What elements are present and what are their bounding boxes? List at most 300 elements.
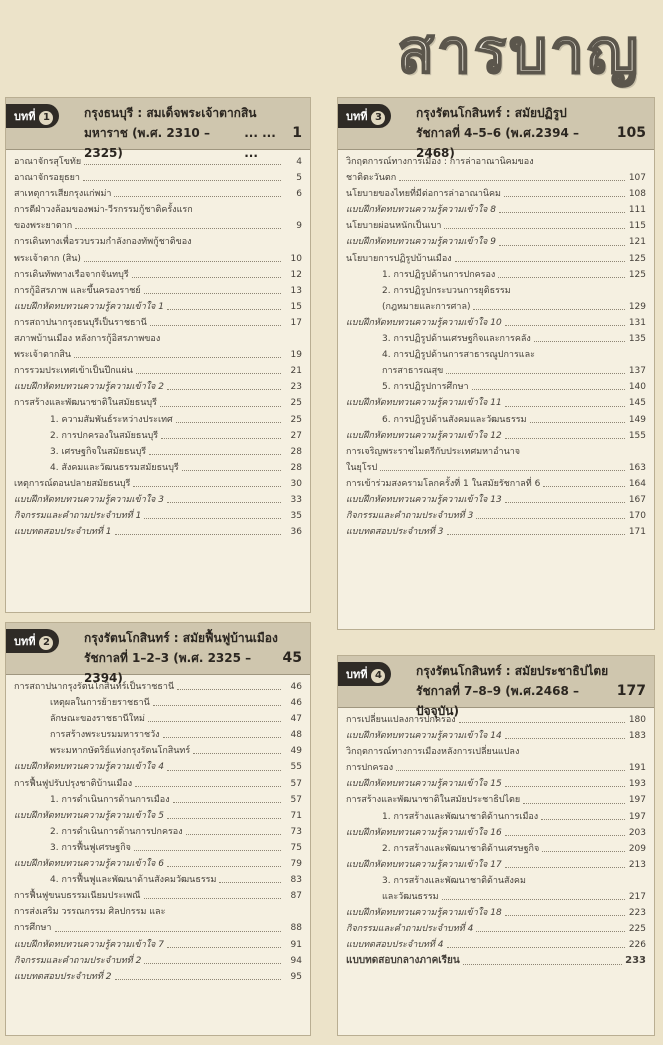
dot-leader [134,850,281,851]
toc-entry [14,872,302,888]
toc-entry-page: 30 [290,478,302,489]
toc-entry-page: 12 [290,269,302,280]
toc-entry [346,363,646,379]
chapter-title: กรุงรัตนโกสินทร์ : สมัยฟื้นฟูบ้านเมือง รัชกาลที่ 1–2–3 (พ.ศ. 2325 –2394) 45 [84,628,302,688]
toc-entry [14,920,302,936]
toc-entry-page: 191 [628,763,646,774]
toc-entry-label: การฟื้นฟูปรับปรุงชาติบ้านเมือง [14,778,133,789]
toc-entry-page: 121 [628,237,646,248]
toc-entry-page: 183 [628,731,646,742]
toc-entry-page: 115 [628,221,646,232]
chapter-4-header [338,656,654,718]
toc-entry-page: 13 [290,285,302,296]
toc-entry [14,251,302,267]
toc-entry [14,363,302,379]
dot-leader [135,786,281,787]
toc-entry-page: 226 [628,940,646,951]
toc-entry-label: การเดินทัพทางเรือจากจันทบุรี [14,269,129,280]
toc-entry-label: 4. การฟื้นฟูและพัฒนาด้านสังคมวัฒนธรรม [50,875,217,886]
toc-entry-label: แบบฝึกหัดทบทวนความรู้ความเข้าใจ 18 [346,908,502,919]
toc-entry-label: 2. การสร้างและพัฒนาชาติด้านเศรษฐกิจ [382,843,540,854]
toc-entry-label: นโยบายการปฏิรูปบ้านเมือง [346,253,452,264]
dot-leader [459,722,625,723]
toc-entry-label: แบบฝึกหัดทบทวนความรู้ความเข้าใจ 13 [346,494,502,505]
toc-entry [14,460,302,476]
toc-entry-page: 28 [290,462,302,473]
toc-entry-label: (กฎหมายและการศาล) [382,301,471,312]
toc-entry-label: การสาธารณสุข [382,366,444,377]
toc-entry [346,728,646,744]
toc-entry-label: เหตุผลในการย้ายราชธานี [50,698,150,709]
dot-leader [144,518,281,519]
toc-entry-label: ลักษณะของราชธานีใหม่ [50,714,145,725]
toc-entry [14,824,302,840]
toc-entry-label: วิกฤตการณ์ทางการเมืองหลังการเปลี่ยนแปลง [346,747,520,758]
toc-entry-label: วิกฤตการณ์ทางการเมือง : การล่าอาณานิคมของ [346,157,534,167]
toc-entry [14,904,302,920]
dot-leader [447,947,626,948]
toc-entry-page: 49 [290,746,302,757]
dot-leader [505,325,625,326]
toc-entry-page: 131 [628,317,646,328]
toc-entry-page: 140 [628,382,646,393]
toc-entry-label: แบบฝึกหัดทบทวนความรู้ความเข้าใจ 15 [346,779,502,790]
toc-entry-label: แบบทดสอบกลางภาคเรียน [346,955,460,967]
toc-entry-label: การเดินทางเพื่อรวบรวมกำลังกองทัพกู้ชาติของ [14,237,192,248]
toc-entry-label: แบบฝึกหัดทบทวนความรู้ความเข้าใจ 12 [346,430,502,441]
toc-entry-label: 2. การดำเนินการด้านการปกครอง [50,826,183,837]
toc-entry [346,809,646,825]
dot-leader [530,422,625,423]
toc-entry-page: 209 [628,843,646,854]
toc-entry [14,186,302,202]
toc-entry [14,840,302,856]
dot-leader [505,738,625,739]
toc-entry [14,412,302,428]
toc-entry-page: 170 [628,511,646,522]
chapter-1-section [5,97,311,613]
toc-entry-page: 46 [290,682,302,692]
dot-leader [193,753,281,754]
dot-leader [173,802,281,803]
toc-entry-label: การเจริญพระราชไมตรีกับประเทศมหาอำนาจ [346,446,521,457]
toc-entry [14,711,302,727]
dot-leader [144,293,281,294]
dot-leader [505,835,625,836]
toc-entry [346,460,646,476]
dot-leader [75,228,281,229]
dot-leader [167,770,281,771]
toc-entry-label: การตีฝ่าวงล้อมของพม่า-วีรกรรมกู้ชาติครั้งแรก [14,205,193,216]
chapter-2-header [6,623,310,685]
toc-entry-label: 5. การปฏิรูปการศึกษา [382,382,469,393]
toc-entry-label: 3. การสร้างและพัฒนาชาติด้านสังคม [382,875,526,886]
toc-entry [14,953,302,969]
dot-leader [476,931,625,932]
toc-entry [14,267,302,283]
toc-entry-page: 6 [296,189,302,200]
toc-entry-label: แบบฝึกหัดทบทวนความรู้ความเข้าใจ 9 [346,237,497,248]
toc-entry-page: 87 [290,891,302,902]
toc-entry [14,283,302,299]
toc-entry [346,873,646,889]
dot-leader [144,963,281,964]
toc-entry-label: การสร้างและพัฒนาชาติในสมัยธนบุรี [14,398,157,409]
toc-entry [346,760,646,776]
entry-list [6,150,310,544]
toc-entry-label: ชาติตะวันตก [346,173,397,184]
toc-entry [14,347,302,363]
toc-entry [14,428,302,444]
toc-entry-page: 145 [628,398,646,409]
toc-entry-label: การรวมประเทศเข้าเป็นปึกแผ่น [14,366,133,377]
dot-leader [144,898,281,899]
toc-entry [14,315,302,331]
toc-entry-label: และวัฒนธรรม [382,892,439,903]
toc-entry-label: นโยบายของไทยที่มีต่อการล่าอาณานิคม [346,189,501,200]
toc-entry [346,428,646,444]
dot-leader [505,786,625,787]
toc-entry-page: 125 [628,253,646,264]
dot-leader [498,277,625,278]
dot-leader [534,341,625,342]
toc-entry [14,776,302,792]
toc-entry [14,969,302,985]
dot-leader [543,486,625,487]
toc-entry [346,347,646,363]
toc-entry-label: แบบฝึกหัดทบทวนความรู้ความเข้าใจ 14 [346,731,502,742]
toc-entry-label: แบบทดสอบประจำบทที่ 2 [14,971,112,982]
toc-entry-page: 135 [628,334,646,345]
toc-entry-page: 15 [290,301,302,312]
toc-entry-page: 28 [290,446,302,457]
toc-entry [346,889,646,905]
toc-entry-page: 57 [290,794,302,805]
dot-leader [186,834,281,835]
toc-entry-page: 27 [290,430,302,441]
dot-leader [444,228,625,229]
toc-entry [346,476,646,492]
dot-leader [136,373,281,374]
dot-leader [163,737,281,738]
toc-entry-label: แบบฝึกหัดทบทวนความรู้ความเข้าใจ 4 [14,762,165,773]
toc-entry-label: 3. การปฏิรูปด้านเศรษฐกิจและการคลัง [382,334,531,345]
toc-entry-page: 164 [628,478,646,489]
toc-entry [14,792,302,808]
toc-entry-label: แบบฝึกหัดทบทวนความรู้ความเข้าใจ 11 [346,398,502,409]
toc-entry [14,234,302,250]
toc-entry [14,759,302,775]
toc-entry-label: แบบฝึกหัดทบทวนความรู้ความเข้าใจ 17 [346,859,502,870]
dot-leader [472,389,625,390]
toc-entry-page: 21 [290,366,302,377]
dot-leader [505,915,625,916]
toc-entry-label: แบบฝึกหัดทบทวนความรู้ความเข้าใจ 5 [14,810,165,821]
dot-leader [132,277,281,278]
toc-entry-page: 19 [290,350,302,361]
toc-entry-page: 33 [290,494,302,505]
toc-entry [346,953,646,969]
chapter-title: กรุงรัตนโกสินทร์ : สมัยประชาธิปไตย รัชกาลที่ 7–8–9 (พ.ศ.2468 –ปัจจุบัน) 177 [416,661,646,721]
dot-leader [499,212,625,213]
toc-entry-label: แบบฝึกหัดทบทวนความรู้ความเข้าใจ 2 [14,382,165,393]
toc-entry [346,315,646,331]
toc-entry-label: กิจกรรมและคำถามประจำบทที่ 1 [14,511,142,522]
toc-entry [346,251,646,267]
dot-leader [505,438,625,439]
toc-entry-page: 35 [290,511,302,522]
toc-entry-label: แบบฝึกหัดทบทวนความรู้ความเข้าใจ 16 [346,827,502,838]
toc-entry-label: การกู้อิสรภาพ และขึ้นครองราชย์ [14,285,141,296]
toc-entry-label: การสร้างและพัฒนาชาติในสมัยประชาธิปไตย [346,795,521,806]
dot-leader [455,261,625,262]
toc-entry-label: 6. การปฏิรูปด้านสังคมและวัฒนธรรม [382,414,527,425]
dot-leader [463,964,622,965]
toc-entry-page: 79 [290,859,302,870]
toc-entry-page: 75 [290,842,302,853]
toc-entry-page: 171 [628,527,646,538]
toc-entry-label: การปกครอง [346,763,394,774]
toc-entry [14,856,302,872]
dot-leader [380,470,625,471]
dot-leader [167,389,281,390]
dot-leader [505,502,625,503]
dot-leader [396,770,625,771]
toc-entry-page: 225 [628,924,646,935]
toc-entry-label: สาเหตุการเสียกรุงแก่พม่า [14,189,112,200]
toc-entry [346,857,646,873]
toc-entry [14,508,302,524]
dot-leader [541,819,625,820]
entry-list [338,708,654,974]
chapter-badge: บทที่ 4 [338,662,391,686]
dot-leader [114,196,281,197]
toc-entry-label: อาณาจักรอยุธยา [14,173,80,184]
toc-entry [346,170,646,186]
toc-entry-page: 47 [290,714,302,725]
toc-entry-page: 180 [628,715,646,725]
toc-entry-page: 137 [628,366,646,377]
dot-leader [150,325,281,326]
chapter-page: 105 [616,125,646,141]
toc-entry [346,937,646,953]
dot-leader [505,406,625,407]
toc-entry [346,186,646,202]
dot-leader [523,803,625,804]
toc-entry [14,888,302,904]
toc-entry [346,841,646,857]
toc-entry [346,524,646,540]
dot-leader [177,689,281,690]
toc-entry [346,331,646,347]
toc-entry-label: แบบทดสอบประจำบทที่ 4 [346,940,444,951]
toc-entry-page: 203 [628,827,646,838]
toc-entry-page: 111 [628,205,646,216]
toc-entry-label: 2. การปฏิรูปกระบวนการยุติธรรม [382,285,511,296]
toc-entry-page: 129 [628,301,646,312]
dot-leader [447,534,626,535]
toc-entry [14,444,302,460]
chapter-3-header [338,98,654,160]
dot-leader [161,438,281,439]
toc-entry [14,299,302,315]
dot-leader [504,196,625,197]
toc-entry-label: แบบฝึกหัดทบทวนความรู้ความเข้าใจ 7 [14,939,165,950]
toc-entry-page: 94 [290,955,302,966]
toc-entry-page: 9 [296,221,302,232]
toc-entry-page: 213 [628,859,646,870]
toc-entry-label: 1. การดำเนินการด้านการเมือง [50,794,170,805]
toc-entry-page: 46 [290,698,302,709]
toc-entry-page: 193 [628,779,646,790]
toc-entry-label: แบบฝึกหัดทบทวนความรู้ความเข้าใจ 3 [14,494,165,505]
entry-list [338,150,654,544]
toc-entry-page: 155 [628,430,646,441]
toc-entry [14,743,302,759]
chapter-page: 45 [282,650,302,666]
toc-entry [14,492,302,508]
toc-entry-page: 25 [290,398,302,409]
chapter-badge: บทที่ 1 [6,104,59,128]
toc-entry [346,283,646,299]
toc-entry-page: 4 [296,157,302,167]
toc-entry-page: 23 [290,382,302,393]
toc-entry-page: 57 [290,778,302,789]
toc-entry-page: 48 [290,730,302,741]
toc-entry-label: แบบฝึกหัดทบทวนความรู้ความเข้าใจ 8 [346,205,497,216]
toc-entry-page: 73 [290,826,302,837]
chapter-3-section [337,97,655,630]
toc-entry-page: 107 [628,173,646,184]
toc-entry [346,792,646,808]
toc-entry-page: 223 [628,908,646,919]
toc-entry-label: กิจกรรมและคำถามประจำบทที่ 2 [14,955,142,966]
toc-entry [346,921,646,937]
toc-entry [346,508,646,524]
dot-leader [153,705,281,706]
toc-entry-label: พระเจ้าตาก (สิน) [14,253,81,264]
dot-leader [219,882,281,883]
toc-entry-label: การสถาปนากรุงธนบุรีเป็นราชธานี [14,317,147,328]
dot-leader [167,866,281,867]
dot-leader [505,867,625,868]
toc-entry-label: การเข้าร่วมสงครามโลกครั้งที่ 1 ในสมัยรัชกาลที่ 6 [346,478,541,489]
dot-leader [476,518,625,519]
dot-leader [149,454,281,455]
dot-leader [167,502,281,503]
dot-leader [182,470,281,471]
toc-entry [14,695,302,711]
chapter-4-section [337,655,655,1036]
toc-entry [346,202,646,218]
toc-entry-label: แบบฝึกหัดทบทวนความรู้ความเข้าใจ 10 [346,317,502,328]
toc-entry [14,524,302,540]
toc-entry-label: สภาพบ้านเมือง หลังการกู้อิสรภาพของ [14,334,161,345]
toc-entry [14,727,302,743]
chapter-title: กรุงรัตนโกสินทร์ : สมัยปฏิรูป รัชกาลที่ 4–5–6 (พ.ศ.2394 –2468) 105 [416,103,646,163]
toc-entry-page: 233 [625,955,646,967]
toc-entry [346,444,646,460]
toc-entry-page: 83 [290,875,302,886]
toc-entry-page: 55 [290,762,302,773]
toc-entry-label: การส่งเสริม วรรณกรรม ศิลปกรรม และ [14,907,166,918]
toc-entry [14,808,302,824]
toc-entry-page: 197 [628,795,646,806]
toc-entry-label: ในยุโรป [346,462,378,473]
dot-leader [399,180,625,181]
dot-leader [446,373,625,374]
chapter-badge: บทที่ 3 [338,104,391,128]
dot-leader [84,261,281,262]
toc-entry-label: อาณาจักรสุโขทัย [14,157,82,167]
toc-entry [346,744,646,760]
dot-leader [167,947,281,948]
toc-entry-page: 149 [628,414,646,425]
toc-entry [346,395,646,411]
toc-entry-label: 4. การปฏิรูปด้านการสาธารณูปการและ [382,350,535,361]
chapter-page: 177 [616,683,646,699]
dot-leader [176,422,281,423]
toc-entry-label: แบบฝึกหัดทบทวนความรู้ความเข้าใจ 6 [14,859,165,870]
toc-entry [346,412,646,428]
toc-entry-label: 3. การฟื้นฟูเศรษฐกิจ [50,842,131,853]
toc-entry-label: 3. เศรษฐกิจในสมัยธนบุรี [50,446,147,457]
toc-entry-label: 1. การปฏิรูปด้านการปกครอง [382,269,496,280]
chapter-page: 1 [292,125,302,141]
toc-entry-label: การศึกษา [14,923,52,934]
toc-entry [14,937,302,953]
toc-entry [14,202,302,218]
dot-leader [160,406,281,407]
toc-entry-page: 125 [628,269,646,280]
dot-leader [74,357,281,358]
toc-entry [14,395,302,411]
dot-leader [133,486,281,487]
toc-entry-page: 91 [290,939,302,950]
toc-entry-label: 1. การสร้างและพัฒนาชาติด้านการเมือง [382,811,539,822]
toc-entry [14,379,302,395]
toc-entry-page: 163 [628,462,646,473]
toc-entry [346,234,646,250]
toc-entry-label: แบบฝึกหัดทบทวนความรู้ความเข้าใจ 1 [14,301,165,312]
toc-entry-page: 17 [290,317,302,328]
toc-entry-page: 88 [290,923,302,934]
toc-entry-label: นโยบายผ่อนหนักเป็นเบา [346,221,442,232]
dot-leader [442,899,625,900]
toc-entry [346,267,646,283]
toc-entry [346,379,646,395]
toc-entry-label: กิจกรรมและคำถามประจำบทที่ 4 [346,924,474,935]
toc-entry [346,776,646,792]
toc-entry-label: การสร้างพระบรมมหาราชวัง [50,730,160,741]
toc-entry-page: 25 [290,414,302,425]
toc-entry-label: พระเจ้าตากสิน [14,350,71,361]
toc-entry-label: การเปลี่ยนแปลงการปกครอง [346,715,456,725]
chapter-1-header [6,98,310,160]
toc-entry [14,331,302,347]
toc-entry-page: 217 [628,892,646,903]
toc-entry-page: 108 [628,189,646,200]
page-title: สารบาญ [397,17,641,87]
toc-entry [14,476,302,492]
dot-leader [83,180,281,181]
dot-leader [55,931,282,932]
toc-entry [346,905,646,921]
toc-entry [346,218,646,234]
chapter-title: กรุงธนบุรี : สมเด็จพระเจ้าตากสิน มหาราช (พ.ศ. 2310 –2325) ... ... ... 1 [84,103,302,163]
toc-entry-page: 95 [290,971,302,982]
toc-entry-page: 71 [290,810,302,821]
